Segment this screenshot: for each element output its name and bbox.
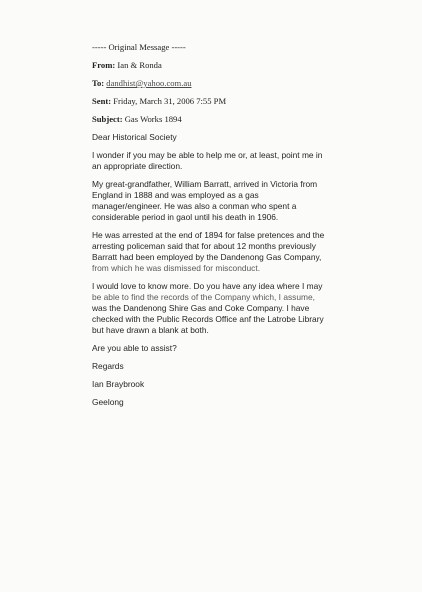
subject-line — [92, 114, 182, 124]
question-line: Are you able to assist? — [92, 343, 177, 353]
subject-value: Gas Works 1894 — [124, 114, 182, 124]
to-email-link[interactable]: dandhist@yahoo.com.au — [106, 78, 192, 88]
from-value: Ian & Ronda — [117, 60, 162, 70]
signature-name: Ian Braybrook — [92, 379, 145, 389]
paragraph-1: I wonder if you may be able to help me or, at least, point me in an appropriate direction. — [92, 150, 323, 171]
from-line — [92, 60, 162, 70]
signature-location: Geelong — [92, 397, 124, 407]
paragraph-4: I would love to know more. Do you have any idea where I may be able to find the records of the Company which, I assume, was the Dandenong Shire Gas and Coke Company. I have checked with the Public Records Office anf the Latrobe Library but have drawn a blank at both. — [92, 281, 324, 335]
paragraph-3: He was arrested at the end of 1894 for false pretences and the arresting policeman said that for about 12 months previously Barratt had been employed by the Dandenong Gas Company, from which he was dismissed for misconduct. — [92, 230, 325, 273]
sent-value: Friday, March 31, 2006 7:55 PM — [113, 96, 227, 106]
sent-label: Sent: — [92, 96, 112, 106]
paragraph-2: My great-grandfather, William Barratt, arrived in Victoria from England in 1888 and was employed as a gas manager/engineer. He was also a conman who spent a considerable period in gaol until his death in 1906. — [92, 179, 318, 222]
subject-label: Subject: — [92, 114, 123, 124]
from-label: From: — [92, 60, 116, 70]
to-label: To: — [92, 78, 105, 88]
salutation: Dear Historical Society — [92, 132, 177, 142]
original-message-line: ----- Original Message ----- — [92, 42, 186, 52]
closing-line: Regards — [92, 361, 124, 371]
to-line — [92, 78, 192, 88]
sent-line — [92, 96, 226, 106]
